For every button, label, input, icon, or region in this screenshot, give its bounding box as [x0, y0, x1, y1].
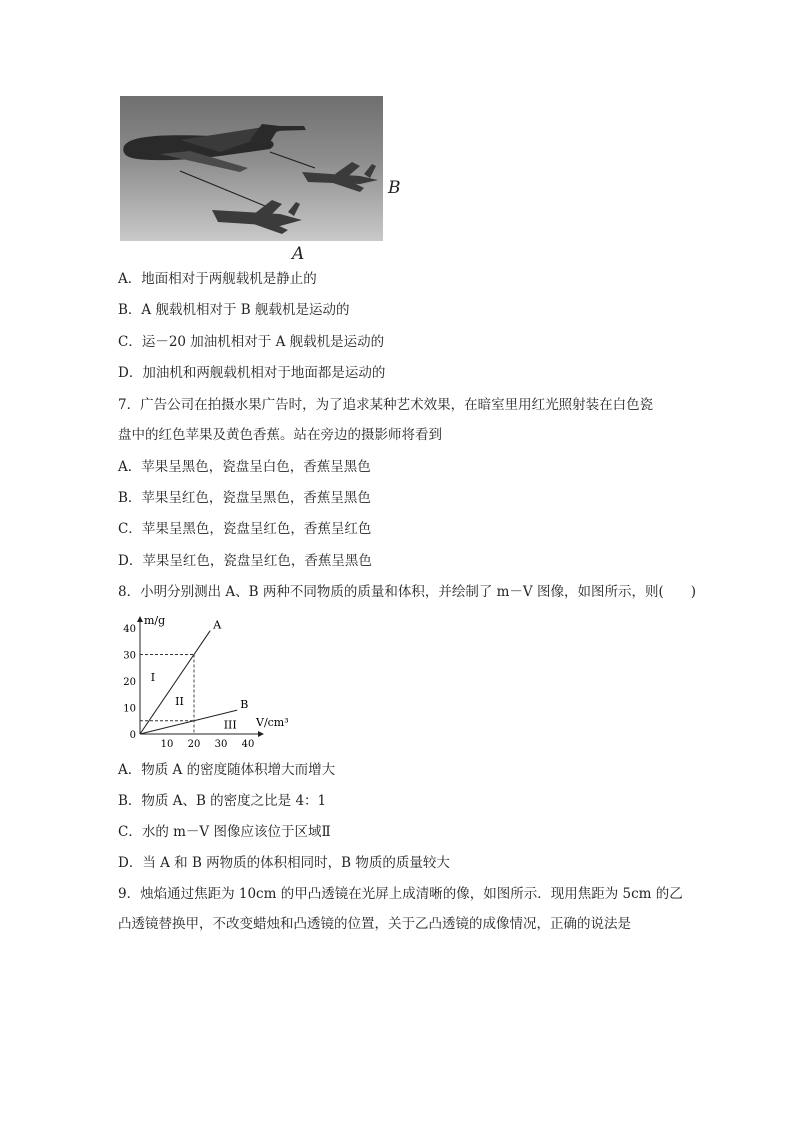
refueling-photo-drawing [120, 96, 383, 241]
mass-volume-chart-svg [118, 612, 308, 754]
region-label-1: I [150, 671, 156, 684]
q7-option-d: D．苹果呈红色，瓷盘呈红色，香蕉呈黑色 [118, 553, 372, 569]
q9-stem-line2: 凸透镜替换甲，不改变蜡烛和凸透镜的位置，关于乙凸透镜的成像情况，正确的说法是 [118, 916, 631, 932]
y-tick-label: 0 [129, 730, 136, 741]
aerial-refueling-photo [120, 96, 383, 241]
series-label-a: A [213, 618, 222, 632]
q6-option-d: D．加油机和两舰载机相对于地面都是运动的 [118, 365, 386, 381]
q8-option-d: D．当 A 和 B 两物质的体积相同时，B 物质的质量较大 [118, 855, 450, 871]
y-axis-arrow [137, 616, 143, 622]
q8-option-c: C．水的 m－V 图像应该位于区域Ⅱ [118, 824, 331, 840]
x-tick-label: 40 [241, 739, 255, 750]
photo-label-a: A [292, 244, 305, 264]
region-label-2: II [175, 694, 184, 708]
region-label-3: III [223, 718, 237, 732]
q7-stem-line1: 7．广告公司在拍摄水果广告时，为了追求某种艺术效果，在暗室里用红光照射装在白色瓷 [118, 397, 654, 413]
q6-option-c: C．运－20 加油机相对于 A 舰载机是运动的 [118, 334, 385, 350]
q9-stem-line1: 9．烛焰通过焦距为 10cm 的甲凸透镜在光屏上成清晰的像，如图所示．现用焦距为 5cm 的乙 [118, 886, 683, 902]
x-tick-label: 10 [160, 739, 174, 750]
y-tick-label: 20 [123, 677, 136, 688]
y-tick-label: 40 [123, 624, 136, 635]
x-axis-label: V/cm³ [256, 716, 289, 729]
q8-option-b: B．物质 A、B 的密度之比是 4：1 [118, 793, 327, 809]
q8-stem: 8．小明分别测出 A、B 两种不同物质的质量和体积，并绘制了 m－V 图像，如图所示，则( ) [118, 584, 697, 600]
x-tick-label: 30 [214, 739, 228, 750]
q6-option-b: B．A 舰载机相对于 B 舰载机是运动的 [118, 302, 350, 318]
photo-label-b: B [388, 178, 401, 198]
x-axis-arrow [258, 731, 264, 737]
q6-option-a: A．地面相对于两舰载机是静止的 [118, 271, 317, 287]
y-tick-label: 10 [123, 703, 136, 715]
series-label-b: B [240, 698, 249, 712]
q7-stem-line2: 盘中的红色苹果及黄色香蕉。站在旁边的摄影师将看到 [118, 427, 442, 443]
series-line-b [140, 710, 237, 734]
mass-volume-chart [118, 612, 308, 754]
q8-option-a: A．物质 A 的密度随体积增大而增大 [118, 762, 336, 778]
y-tick-label: 30 [123, 650, 136, 662]
y-axis-label: m/g [144, 614, 166, 627]
q7-option-c: C．苹果呈黑色，瓷盘呈红色，香蕉呈红色 [118, 521, 372, 537]
q7-option-a: A．苹果呈黑色，瓷盘呈白色，香蕉呈黑色 [118, 459, 371, 475]
x-tick-label: 20 [187, 739, 201, 750]
q7-option-b: B．苹果呈红色，瓷盘呈黑色，香蕉呈黑色 [118, 490, 371, 506]
